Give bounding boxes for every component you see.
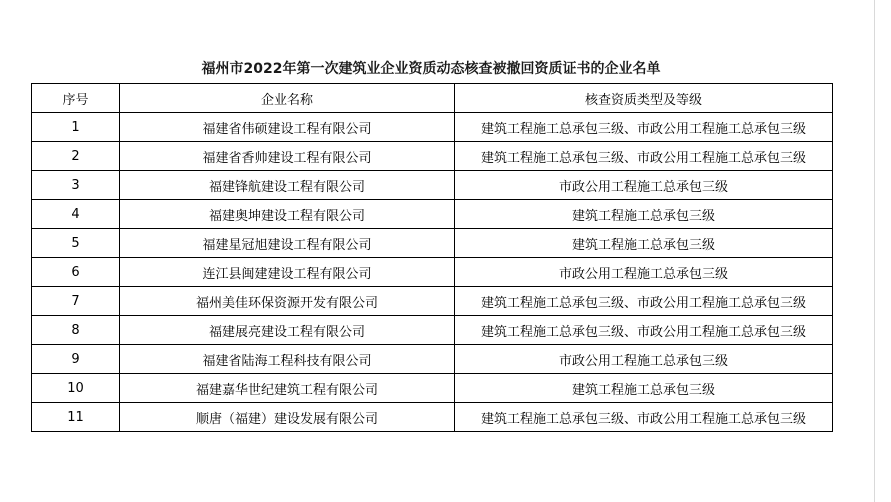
column-header-no: 序号 bbox=[32, 84, 120, 113]
cell-company-name: 福建星冠旭建设工程有限公司 bbox=[120, 229, 455, 258]
document-title: 福州市2022年第一次建筑业企业资质动态核查被撤回资质证书的企业名单 bbox=[201, 61, 661, 77]
cell-no: 1 bbox=[32, 113, 120, 142]
cell-company-name: 福建嘉华世纪建筑工程有限公司 bbox=[120, 374, 455, 403]
cell-qualification: 建筑工程施工总承包三级、市政公用工程施工总承包三级 bbox=[455, 142, 833, 171]
table-row bbox=[32, 403, 833, 432]
table-row bbox=[32, 113, 833, 142]
cell-no: 9 bbox=[32, 345, 120, 374]
cell-company-name: 福建省陆海工程科技有限公司 bbox=[120, 345, 455, 374]
revoked-companies-table bbox=[31, 83, 833, 432]
table-header-row bbox=[32, 84, 833, 113]
cell-company-name: 福建展亮建设工程有限公司 bbox=[120, 316, 455, 345]
cell-company-name: 福建奥坤建设工程有限公司 bbox=[120, 200, 455, 229]
cell-qualification: 建筑工程施工总承包三级 bbox=[455, 200, 833, 229]
cell-qualification: 建筑工程施工总承包三级、市政公用工程施工总承包三级 bbox=[455, 113, 833, 142]
cell-no: 5 bbox=[32, 229, 120, 258]
cell-qualification: 建筑工程施工总承包三级 bbox=[455, 374, 833, 403]
cell-no: 2 bbox=[32, 142, 120, 171]
column-header-qualification: 核查资质类型及等级 bbox=[455, 84, 833, 113]
cell-company-name: 福州美佳环保资源开发有限公司 bbox=[120, 287, 455, 316]
page-edge-divider bbox=[874, 0, 875, 502]
table-row bbox=[32, 258, 833, 287]
cell-qualification: 建筑工程施工总承包三级、市政公用工程施工总承包三级 bbox=[455, 316, 833, 345]
cell-qualification: 建筑工程施工总承包三级 bbox=[455, 229, 833, 258]
table-row bbox=[32, 229, 833, 258]
cell-qualification: 建筑工程施工总承包三级、市政公用工程施工总承包三级 bbox=[455, 287, 833, 316]
table-row bbox=[32, 171, 833, 200]
table-body bbox=[32, 113, 833, 432]
cell-company-name: 连江县闽建建设工程有限公司 bbox=[120, 258, 455, 287]
table-row bbox=[32, 142, 833, 171]
table-row bbox=[32, 200, 833, 229]
cell-no: 7 bbox=[32, 287, 120, 316]
cell-company-name: 福建省伟硕建设工程有限公司 bbox=[120, 113, 455, 142]
cell-qualification: 市政公用工程施工总承包三级 bbox=[455, 258, 833, 287]
cell-company-name: 福建锋航建设工程有限公司 bbox=[120, 171, 455, 200]
cell-qualification: 市政公用工程施工总承包三级 bbox=[455, 345, 833, 374]
cell-company-name: 福建省香帅建设工程有限公司 bbox=[120, 142, 455, 171]
table-row bbox=[32, 345, 833, 374]
column-header-company: 企业名称 bbox=[120, 84, 455, 113]
cell-qualification: 市政公用工程施工总承包三级 bbox=[455, 171, 833, 200]
cell-no: 8 bbox=[32, 316, 120, 345]
cell-qualification: 建筑工程施工总承包三级、市政公用工程施工总承包三级 bbox=[455, 403, 833, 432]
table-row bbox=[32, 287, 833, 316]
cell-no: 11 bbox=[32, 403, 120, 432]
cell-no: 3 bbox=[32, 171, 120, 200]
cell-no: 6 bbox=[32, 258, 120, 287]
table-row bbox=[32, 374, 833, 403]
cell-no: 10 bbox=[32, 374, 120, 403]
cell-no: 4 bbox=[32, 200, 120, 229]
table-row bbox=[32, 316, 833, 345]
cell-company-name: 顺唐（福建）建设发展有限公司 bbox=[120, 403, 455, 432]
